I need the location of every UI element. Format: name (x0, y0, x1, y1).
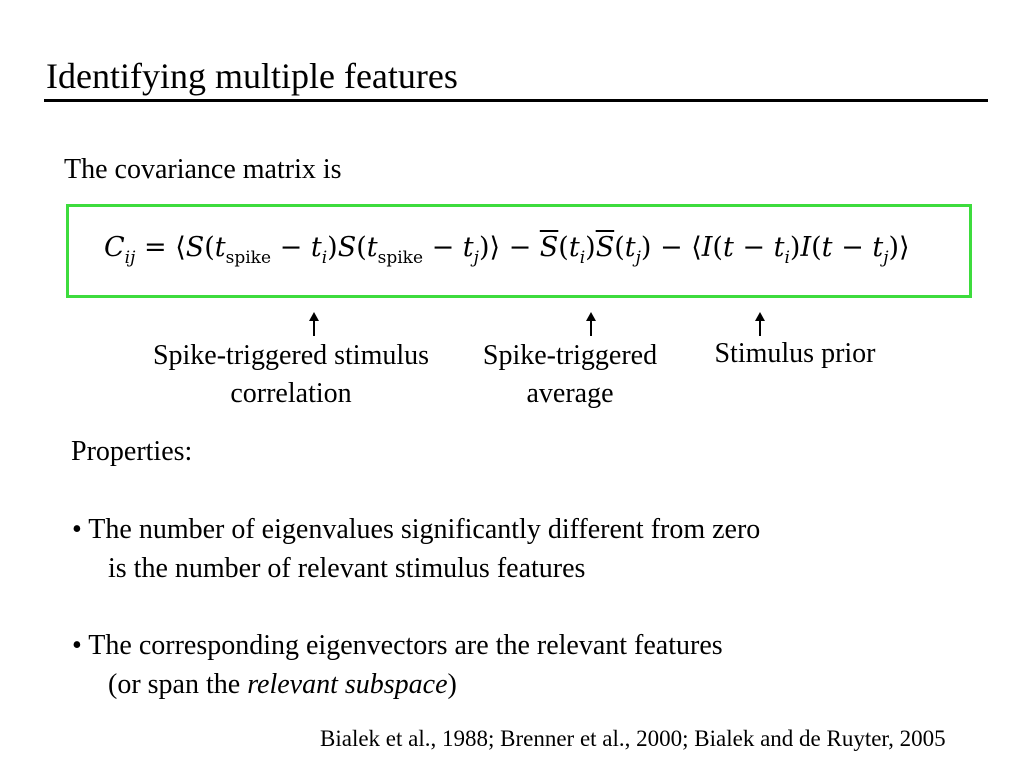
citation: Bialek et al., 1988; Brenner et al., 2000; Bialek and de Ruyter, 2005 (320, 726, 946, 751)
slide-title: Identifying multiple features (46, 56, 458, 96)
label-stimulus-prior (698, 335, 892, 373)
covariance-equation: $C_{ij}$ = $⟨S(t_{spike} - t_i)S(t_{spike}$ − $t_j)⟩ - \overline{S}(t_i)\overline{S}(t_j)$ − ⟨I(t − $t_i)I(t$ − $t_j)⟩$ (104, 232, 910, 268)
intro-text: The covariance matrix is (64, 154, 342, 185)
label-line: correlation (230, 378, 352, 409)
bullet-text: ) (447, 669, 457, 700)
bullet-line: is the number of relevant stimulus features (108, 553, 586, 584)
label-line: Stimulus prior (714, 338, 876, 369)
bullet-line: • The corresponding eigenvectors are the relevant features (72, 630, 723, 661)
bullet-eigenvectors (72, 626, 723, 704)
emphasis-text: relevant subspace (247, 669, 448, 700)
title-rule (44, 99, 988, 102)
bullet-line: • The number of eigenvalues significantly different from zero (72, 514, 761, 545)
bullet-text: (or span the (108, 669, 248, 700)
label-line: Spike-triggered (482, 340, 658, 371)
bullet-line (72, 665, 723, 704)
label-spike-triggered-correlation (130, 337, 452, 413)
arrow-shaft (759, 320, 761, 336)
bullet-eigenvalues (72, 510, 760, 588)
label-spike-triggered-average (468, 337, 672, 413)
arrow-shaft (313, 320, 315, 336)
label-line: Spike-triggered stimulus (152, 340, 430, 371)
arrow-shaft (590, 320, 592, 336)
label-line: average (526, 378, 614, 409)
properties-heading: Properties: (71, 436, 193, 467)
